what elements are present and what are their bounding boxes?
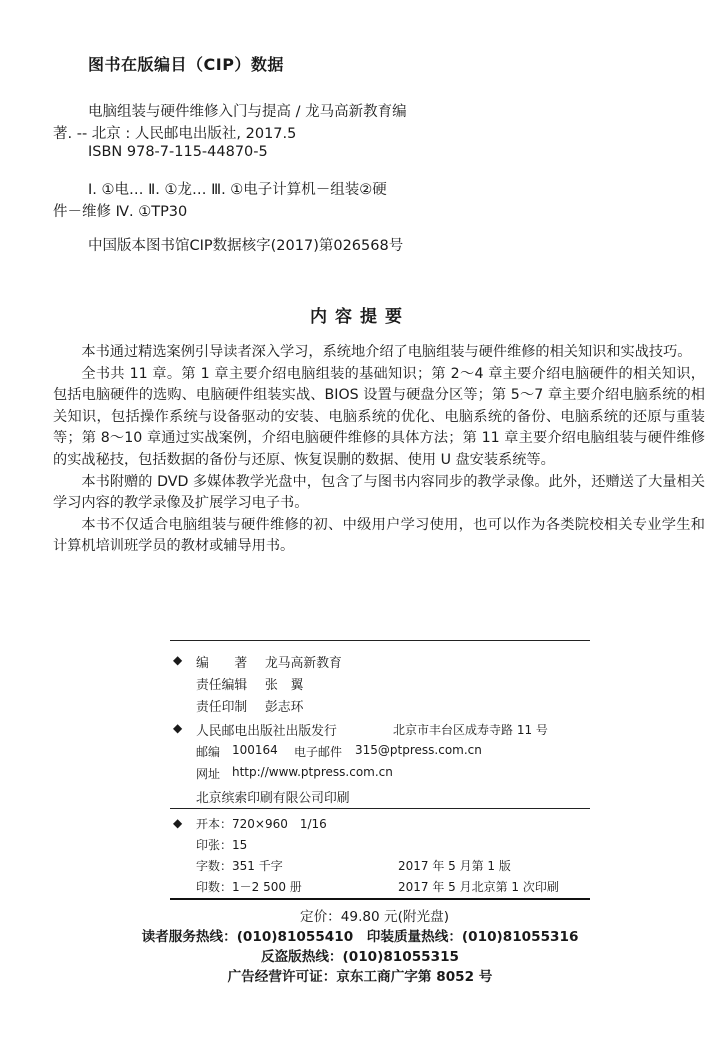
cip-isbn-line: ISBN 978-7-115-44870-5	[88, 144, 268, 160]
cip-publisher-line: 著. -- 北京 : 人民邮电出版社, 2017.5	[53, 126, 297, 142]
printing: 2017 年 5 月北京第 1 次印刷	[398, 880, 559, 894]
imprint-top-rule	[170, 640, 590, 641]
words: 字数：351 千字	[196, 859, 283, 873]
price: 定价：49.80 元(附光盘)	[300, 909, 449, 925]
cip-classification-cont: 件－维修 Ⅳ. ①TP30	[53, 204, 188, 220]
sheets: 印张：15	[196, 838, 248, 852]
summary-paragraph: 本书附赠的 DVD 多媒体教学光盘中，包含了与图书内容同步的教学录像。此外，还赠送了大量相关学习内容的教学录像及扩展学习电子书。	[53, 473, 705, 512]
printer-label: 责任印制	[196, 700, 248, 715]
bullet-diamond-icon: ◆	[173, 653, 183, 667]
editor-value: 张 翼	[265, 678, 304, 693]
print-company: 北京缤索印刷有限公司印刷	[196, 791, 350, 806]
service-hotline: 读者服务热线：(010)81055410 印装质量热线：(010)81055316	[141, 929, 579, 945]
summary-body	[53, 342, 705, 558]
antipiracy-hotline: 反盗版热线：(010)81055315	[260, 949, 460, 965]
summary-paragraph: 本书不仅适合电脑组装与硬件维修的初、中级用户学习使用，也可以作为各类院校相关专业学生和计算机培训班学员的教材或辅导用书。	[53, 516, 705, 555]
website-label: 网址	[196, 767, 221, 781]
cip-heading: 图书在版编目（CIP）数据	[88, 55, 284, 74]
publisher-address: 北京市丰台区成寿寺路 11 号	[393, 723, 548, 737]
printer-value: 彭志环	[265, 700, 304, 715]
email-value: 315@ptpress.com.cn	[355, 743, 482, 757]
imprint-bottom-rule	[170, 898, 590, 900]
summary-paragraph: 全书共 11 章。第 1 章主要介绍电脑组装的基础知识；第 2～4 章主要介绍电脑硬件的相关知识，包括电脑硬件的选购、电脑硬件组装实战、BIOS 设置与硬盘分区等；第 5～7 章主要介绍电脑系统的相关知识，包括操作系统与设备驱动的安装、电脑系统的优化、电脑系统的备份、电脑系统的还原与重装等；第 8～10 章通过实战案例，介绍电脑硬件维修的具体方法；第 11 章主要介绍电脑组装与硬件维修的实战秘技，包括数据的备份与还原、恢复误删的数据、使用 U 盘安装系统等。	[53, 365, 705, 468]
format: 开本：720×960 1/16	[196, 817, 327, 831]
cip-data-number: 中国版本图书馆CIP数据核字(2017)第026568号	[88, 238, 404, 254]
email-label: 电子邮件	[294, 745, 343, 759]
bullet-diamond-icon: ◆	[173, 721, 183, 735]
cip-classification-line: Ⅰ. ①电… Ⅱ. ①龙… Ⅲ. ①电子计算机－组装②硬	[88, 182, 387, 198]
imprint-mid-rule	[170, 808, 590, 809]
author-label: 编 著	[196, 656, 248, 671]
edition: 2017 年 5 月第 1 版	[398, 859, 511, 873]
bullet-diamond-icon: ◆	[173, 816, 183, 830]
author-value: 龙马高新教育	[265, 656, 342, 671]
summary-paragraph: 本书通过精选案例引导读者深入学习，系统地介绍了电脑组装与硬件维修的相关知识和实战技巧。	[81, 344, 692, 360]
publisher: 人民邮电出版社出版发行	[196, 724, 337, 739]
editor-label: 责任编辑	[196, 678, 248, 693]
copies: 印数：1－2 500 册	[196, 880, 302, 894]
website-value: http://www.ptpress.com.cn	[232, 765, 393, 779]
postcode-label: 邮编	[196, 745, 221, 759]
postcode-value: 100164	[232, 743, 278, 757]
summary-title: 内容提要	[310, 307, 410, 327]
ad-license: 广告经营许可证：京东工商广字第 8052 号	[227, 969, 493, 985]
cip-title-line: 电脑组装与硬件维修入门与提高 / 龙马高新教育编	[88, 104, 407, 120]
